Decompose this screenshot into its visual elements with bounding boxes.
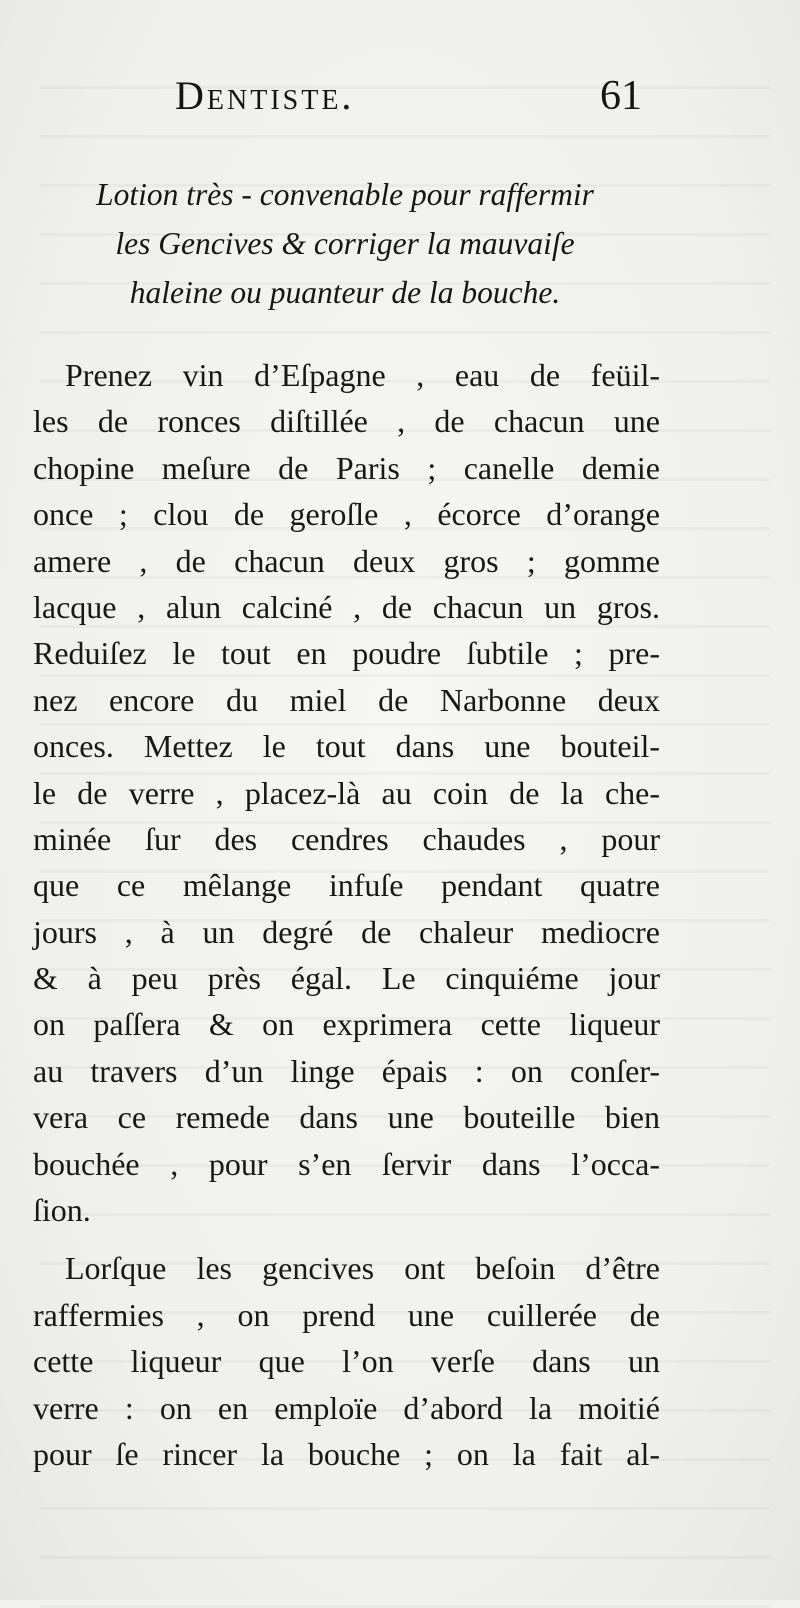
paragraph-1: [33, 352, 660, 1233]
paragraph-2: [33, 1245, 660, 1477]
caption-line: les Gencives & corriger la mauvaiſe: [115, 226, 575, 261]
text-line: le de verre , placez-là au coin de la che-: [33, 774, 660, 811]
text-line: Reduiſez le tout en poudre ſubtile ; pre-: [33, 635, 660, 672]
text-line: chopine meſure de Paris ; canelle demie: [33, 449, 660, 486]
text-line: bouchée , pour s’en ſervir dans l’occa-: [33, 1145, 660, 1182]
text-line: que ce mêlange infuſe pendant quatre: [33, 867, 660, 904]
text-line: ſion.: [33, 1192, 91, 1229]
caption-line: Lotion très - convenable pour raffermir: [96, 177, 594, 212]
text-line: lacque , alun calciné , de chacun un gros.: [33, 588, 660, 625]
running-head: [0, 72, 800, 128]
text-line: onces. Mettez le tout dans une bouteil-: [33, 728, 660, 765]
text-line: nez encore du miel de Narbonne deux: [33, 681, 660, 718]
body-text: [33, 352, 660, 1477]
text-line: on paſſera & on exprimera cette liqueur: [33, 1006, 660, 1043]
text-line: minée ſur des cendres chaudes , pour: [33, 820, 660, 857]
text-line: & à peu près égal. Le cinquiéme jour: [33, 960, 660, 997]
caption-line: haleine ou puanteur de la bouche.: [129, 275, 561, 310]
section-caption: [30, 170, 660, 317]
text-line: Prenez vin d’Eſpagne , eau de feüil-: [65, 357, 660, 393]
page-number: 61: [600, 73, 642, 119]
text-line: jours , à un degré de chaleur mediocre: [33, 913, 660, 950]
text-line: once ; clou de geroſle , écorce d’orange: [33, 496, 660, 533]
text-line: pour ſe rincer la bouche ; on la fait al-: [33, 1435, 660, 1472]
text-line: raffermies , on prend une cuillerée de: [33, 1296, 660, 1333]
text-line: verre : on en emploïe d’abord la moitié: [33, 1389, 660, 1426]
text-line: Lorſque les gencives ont beſoin d’être: [65, 1250, 660, 1287]
running-head-title: Dentiste.: [175, 73, 355, 118]
text-line: au travers d’un linge épais : on conſer-: [33, 1052, 660, 1089]
text-line: cette liqueur que l’on verſe dans un: [33, 1343, 660, 1380]
text-line: les de ronces diſtillée , de chacun une: [33, 403, 660, 440]
text-line: amere , de chacun deux gros ; gomme: [33, 542, 660, 579]
text-line: vera ce remede dans une bouteille bien: [33, 1099, 660, 1136]
